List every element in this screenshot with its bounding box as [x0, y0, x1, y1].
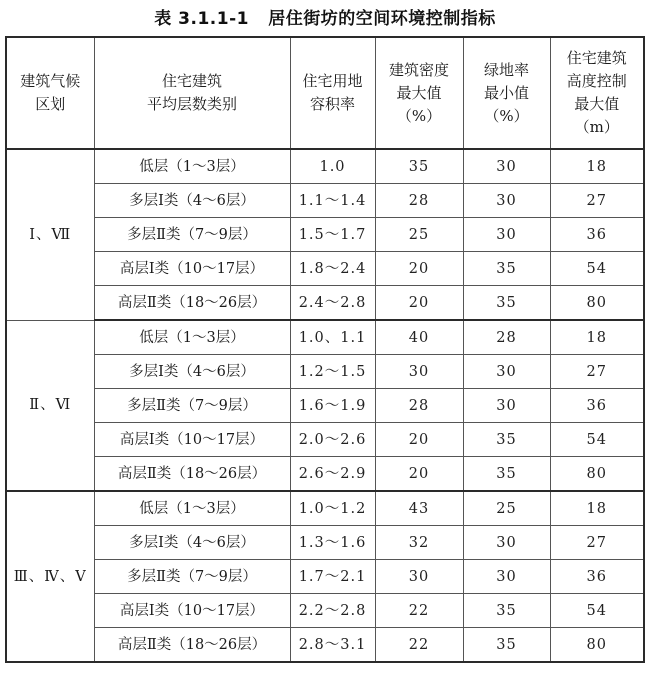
- green-cell: 30: [463, 389, 550, 423]
- category-cell: 高层Ⅰ类（10～17层）: [94, 594, 290, 628]
- header-line: （%）: [396, 106, 442, 125]
- header-line: （m）: [574, 118, 619, 136]
- category-cell: 高层Ⅱ类（18～26层）: [94, 628, 290, 663]
- far-cell: 2.6～2.9: [290, 457, 375, 492]
- header-line: 住宅用地: [302, 72, 363, 90]
- green-cell: 30: [463, 526, 550, 560]
- height-cell: 18: [550, 491, 644, 526]
- table-row: [6, 252, 644, 286]
- green-cell: 30: [463, 184, 550, 218]
- height-cell: 54: [550, 423, 644, 457]
- height-cell: 54: [550, 252, 644, 286]
- table-row: [6, 320, 644, 355]
- category-cell: 多层Ⅱ类（7～9层）: [94, 389, 290, 423]
- category-cell: 多层Ⅱ类（7～9层）: [94, 560, 290, 594]
- header-row: [6, 37, 644, 149]
- category-cell: 低层（1～3层）: [94, 320, 290, 355]
- green-cell: 35: [463, 457, 550, 492]
- far-cell: 1.3～1.6: [290, 526, 375, 560]
- category-cell: 高层Ⅱ类（18～26层）: [94, 286, 290, 321]
- category-cell: 高层Ⅱ类（18～26层）: [94, 457, 290, 492]
- green-cell: 35: [463, 594, 550, 628]
- density-cell: 20: [375, 286, 463, 321]
- table-row: [6, 389, 644, 423]
- far-cell: 2.0～2.6: [290, 423, 375, 457]
- header-height-limit: [550, 37, 644, 149]
- zone-cell: Ⅱ、Ⅵ: [6, 320, 94, 491]
- density-cell: 25: [375, 218, 463, 252]
- green-cell: 30: [463, 149, 550, 184]
- green-cell: 30: [463, 355, 550, 389]
- table-row: [6, 184, 644, 218]
- density-cell: 30: [375, 560, 463, 594]
- density-cell: 28: [375, 389, 463, 423]
- density-cell: 28: [375, 184, 463, 218]
- table-row: [6, 560, 644, 594]
- green-cell: 35: [463, 252, 550, 286]
- height-cell: 80: [550, 457, 644, 492]
- category-cell: 多层Ⅰ类（4～6层）: [94, 526, 290, 560]
- table-caption: 表 3.1.1-1 居住街坊的空间环境控制指标: [154, 9, 496, 29]
- table-row: [6, 526, 644, 560]
- green-cell: 30: [463, 560, 550, 594]
- category-cell: 低层（1～3层）: [94, 491, 290, 526]
- density-cell: 32: [375, 526, 463, 560]
- header-floor-category: [94, 37, 290, 149]
- height-cell: 27: [550, 526, 644, 560]
- header-line: 最小值: [483, 83, 529, 102]
- spatial-control-table: [5, 36, 645, 663]
- header-line: 绿地率: [483, 60, 529, 79]
- green-cell: 35: [463, 628, 550, 663]
- green-cell: 35: [463, 423, 550, 457]
- table-row: [6, 491, 644, 526]
- zone-cell: Ⅲ、Ⅳ、Ⅴ: [6, 491, 94, 662]
- header-green-ratio: [463, 37, 550, 149]
- header-line: 最大值: [574, 95, 620, 113]
- density-cell: 20: [375, 423, 463, 457]
- green-cell: 25: [463, 491, 550, 526]
- far-cell: 1.6～1.9: [290, 389, 375, 423]
- header-line: 最大值: [396, 83, 442, 102]
- header-line: （%）: [484, 106, 529, 125]
- far-cell: 1.8～2.4: [290, 252, 375, 286]
- table-row: [6, 355, 644, 389]
- height-cell: 27: [550, 184, 644, 218]
- height-cell: 80: [550, 628, 644, 663]
- header-line: 建筑密度: [388, 60, 449, 79]
- green-cell: 35: [463, 286, 550, 321]
- green-cell: 28: [463, 320, 550, 355]
- density-cell: 22: [375, 628, 463, 663]
- height-cell: 54: [550, 594, 644, 628]
- far-cell: 2.2～2.8: [290, 594, 375, 628]
- far-cell: 1.5～1.7: [290, 218, 375, 252]
- header-line: 容积率: [309, 95, 355, 113]
- density-cell: 30: [375, 355, 463, 389]
- density-cell: 40: [375, 320, 463, 355]
- height-cell: 27: [550, 355, 644, 389]
- density-cell: 20: [375, 252, 463, 286]
- density-cell: 20: [375, 457, 463, 492]
- header-line: 高度控制: [566, 72, 627, 90]
- zone-cell: Ⅰ、Ⅶ: [6, 149, 94, 320]
- far-cell: 1.0～1.2: [290, 491, 375, 526]
- far-cell: 1.1～1.4: [290, 184, 375, 218]
- category-cell: 多层Ⅱ类（7～9层）: [94, 218, 290, 252]
- far-cell: 2.4～2.8: [290, 286, 375, 321]
- table-row: [6, 457, 644, 492]
- category-cell: 多层Ⅰ类（4～6层）: [94, 355, 290, 389]
- header-line: 住宅建筑: [161, 72, 222, 90]
- header-climate-zone: [6, 37, 94, 149]
- height-cell: 80: [550, 286, 644, 321]
- density-cell: 35: [375, 149, 463, 184]
- green-cell: 30: [463, 218, 550, 252]
- header-floor-area-ratio: [290, 37, 375, 149]
- height-cell: 36: [550, 389, 644, 423]
- table-row: [6, 594, 644, 628]
- table-row: [6, 218, 644, 252]
- header-line: 住宅建筑: [566, 49, 627, 67]
- header-line: 区划: [35, 95, 66, 113]
- category-cell: 高层Ⅰ类（10～17层）: [94, 423, 290, 457]
- category-cell: 多层Ⅰ类（4～6层）: [94, 184, 290, 218]
- table-row: [6, 149, 644, 184]
- height-cell: 36: [550, 218, 644, 252]
- height-cell: 18: [550, 149, 644, 184]
- table-row: [6, 628, 644, 663]
- header-building-density: [375, 37, 463, 149]
- height-cell: 18: [550, 320, 644, 355]
- far-cell: 1.0、1.1: [290, 320, 375, 355]
- category-cell: 高层Ⅰ类（10～17层）: [94, 252, 290, 286]
- far-cell: 1.2～1.5: [290, 355, 375, 389]
- far-cell: 2.8～3.1: [290, 628, 375, 663]
- category-cell: 低层（1～3层）: [94, 149, 290, 184]
- table-row: [6, 423, 644, 457]
- density-cell: 43: [375, 491, 463, 526]
- density-cell: 22: [375, 594, 463, 628]
- height-cell: 36: [550, 560, 644, 594]
- header-line: 建筑气候: [20, 72, 81, 90]
- far-cell: 1.0: [290, 149, 375, 184]
- header-line: 平均层数类别: [146, 95, 237, 113]
- far-cell: 1.7～2.1: [290, 560, 375, 594]
- table-row: [6, 286, 644, 321]
